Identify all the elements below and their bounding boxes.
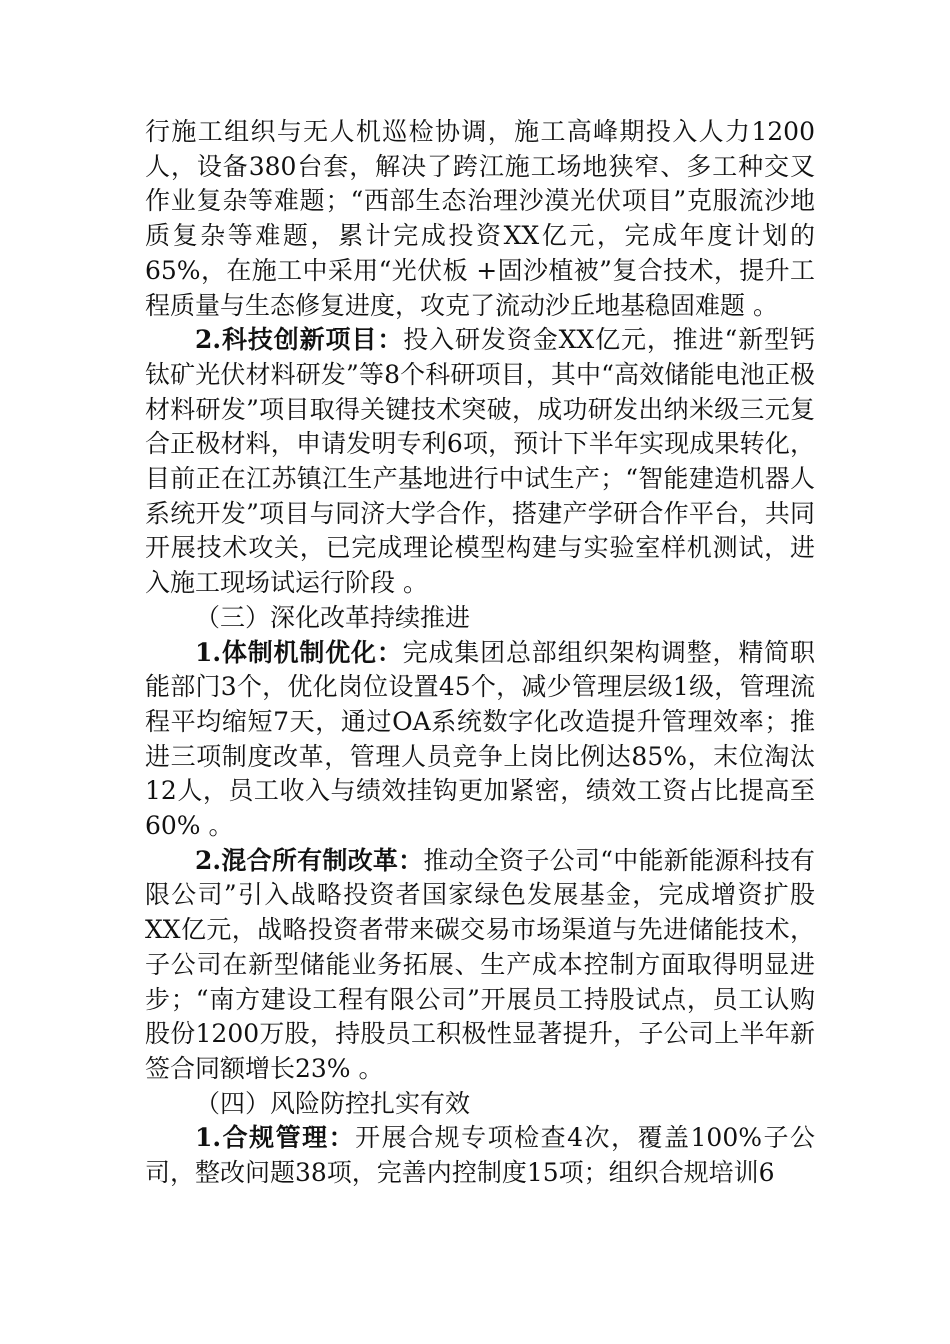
paragraph-heading: 2.科技创新项目： — [195, 325, 404, 355]
paragraph-heading: 1.合规管理： — [195, 1123, 356, 1153]
paragraph-continuation — [145, 115, 815, 323]
paragraph-text: 推动全资子公司“中能新能源科技有限公司”引入战略投资者国家绿色发展基金，完成增资扩股XX亿元，战略投资者带来碳交易市场渠道与先进储能技术，子公司在新型储能业务拓展、生产成本控制方面取得明显进步；“南方建设工程有限公司”开展员工持股试点，员工认购股份1200万股，持股员工积极性显著提升，子公司上半年新签合同额增长23% 。 — [145, 845, 815, 1083]
section-title: （三）深化改革持续推进 — [195, 602, 471, 632]
paragraph-text: 完成集团总部组织架构调整，精简职能部门3个，优化岗位设置45个，减少管理层级1级，管理流程平均缩短7天，通过OA系统数字化改造提升管理效率；推进三项制度改革，管理人员竞争上岗比例达85%，末位淘汰12人，员工收入与绩效挂钩更加紧密，绩效工资占比提高至60% 。 — [145, 637, 815, 841]
section-title: （四）风险防控扎实有效 — [195, 1088, 471, 1118]
paragraph-text: 开展合规专项检查4次，覆盖100%子公司，整改问题38项，完善内控制度15项；组织合规培训6 — [145, 1123, 815, 1188]
paragraph-text: 投入研发资金XX亿元，推进“新型钙钛矿光伏材料研发”等8个科研项目，其中“高效储能电池正极材料研发”项目取得关键技术突破，成功研发出纳米级三元复合正极材料，申请发明专利6项，预计下半年实现成果转化，目前正在江苏镇江生产基地进行中试生产；“智能建造机器人系统开发”项目与同济大学合作，搭建产学研合作平台，共同开展技术攻关，已完成理论模型构建与实验室样机测试，进入施工现场试运行阶段 。 — [145, 325, 815, 598]
paragraph-system-optimization — [145, 636, 815, 844]
paragraph-heading: 1.体制机制优化： — [195, 637, 403, 667]
paragraph-mixed-ownership — [145, 844, 815, 1087]
paragraph-heading: 2.混合所有制改革： — [195, 845, 424, 875]
paragraph-text: 行施工组织与无人机巡检协调，施工高峰期投入人力1200人，设备380台套，解决了跨江施工场地狭窄、多工种交叉作业复杂等难题；“西部生态治理沙漠光伏项目”克服流沙地质复杂等难题，累计完成投资XX亿元，完成年度计划的65%，在施工中采用“光伏板 +固沙植被”复合技术，提升工程质量与生态修复进度，攻克了流动沙丘地基稳固难题 。 — [145, 117, 815, 320]
section-heading-reform — [145, 601, 815, 636]
section-heading-risk — [145, 1087, 815, 1122]
document-body — [145, 115, 815, 1191]
paragraph-compliance — [145, 1121, 815, 1190]
paragraph-tech-innovation — [145, 323, 815, 601]
